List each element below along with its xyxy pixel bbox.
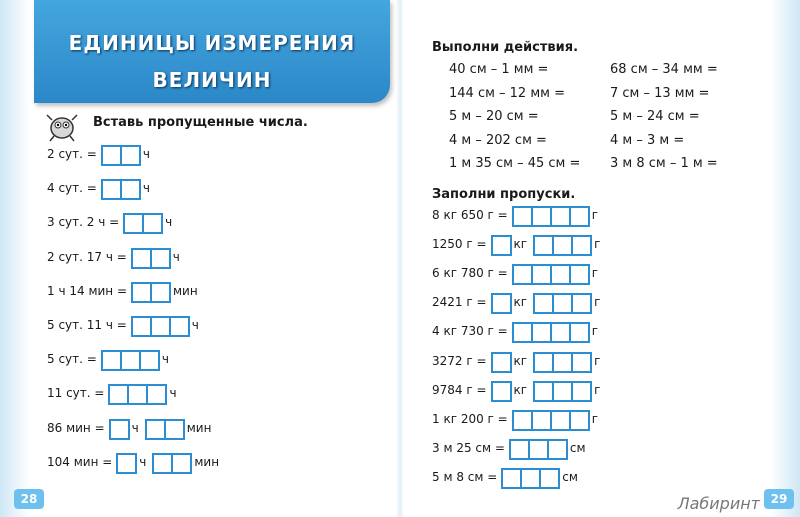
answer-box[interactable]	[123, 213, 163, 234]
mascot-icon	[44, 110, 80, 142]
left-row-unit: ч	[191, 318, 199, 332]
right-row-label: 4 кг 730 г =	[432, 324, 508, 339]
cell-divider	[531, 266, 533, 283]
cell-divider	[550, 266, 552, 283]
answer-box[interactable]	[512, 206, 590, 227]
task1-expression: 4 м – 3 м =	[610, 132, 685, 148]
cell-divider	[552, 237, 554, 254]
cell-divider	[127, 386, 129, 403]
answer-box[interactable]	[509, 439, 568, 460]
answer-box[interactable]	[512, 410, 590, 431]
answer-box[interactable]	[491, 352, 512, 373]
answer-box[interactable]	[533, 293, 592, 314]
answer-box[interactable]	[491, 235, 512, 256]
cell-divider	[550, 324, 552, 341]
answer-box[interactable]	[533, 381, 592, 402]
right-row-unit: см	[562, 469, 578, 484]
right-row-unit: кг	[513, 237, 528, 252]
answer-box[interactable]	[533, 235, 592, 256]
task1-expression: 3 м 8 см – 1 м =	[610, 156, 718, 171]
right-row-unit: г	[594, 353, 601, 368]
right-row-unit: кг	[513, 295, 528, 310]
cell-divider	[550, 208, 552, 225]
cell-divider	[571, 383, 573, 400]
right-row-unit: см	[569, 440, 586, 455]
left-row-label: 5 сут. 11 ч =	[47, 318, 127, 332]
left-row-label: 11 сут. =	[47, 386, 105, 401]
cell-divider	[150, 318, 152, 335]
cell-divider	[520, 470, 522, 487]
left-row-unit: ч	[131, 420, 139, 435]
left-row-label: 5 сут. =	[47, 352, 97, 367]
cell-divider	[120, 181, 122, 198]
cell-divider	[552, 295, 554, 312]
right-row-unit: кг	[513, 353, 528, 368]
cell-divider	[120, 352, 122, 369]
right-row-unit: г	[594, 382, 601, 397]
right-row-label: 5 м 8 см =	[432, 469, 498, 484]
book-spine	[396, 0, 404, 517]
right-row-label: 1250 г =	[432, 237, 487, 252]
task1-expression: 5 м – 20 см =	[449, 109, 539, 124]
cell-divider	[569, 324, 571, 341]
left-row-unit: мин	[194, 454, 220, 469]
right-row-label: 6 кг 780 г =	[432, 266, 508, 281]
left-row-unit: ч	[169, 386, 177, 401]
right-row-label: 8 кг 650 г =	[432, 208, 508, 222]
cell-divider	[547, 441, 549, 458]
answer-box[interactable]	[131, 248, 171, 269]
cell-divider	[171, 455, 173, 472]
left-row-unit: ч	[172, 249, 180, 264]
cell-divider	[150, 250, 152, 267]
cell-divider	[552, 354, 554, 371]
left-row-unit: мин	[186, 420, 212, 435]
answer-box[interactable]	[491, 293, 512, 314]
answer-box[interactable]	[101, 350, 160, 371]
left-row-unit: ч	[165, 215, 173, 230]
answer-box[interactable]	[101, 179, 141, 200]
left-task-title: Вставь пропущенные числа.	[93, 115, 308, 130]
left-row-label: 86 мин =	[47, 420, 105, 435]
cell-divider	[164, 421, 166, 438]
right-row-label: 3 м 25 см =	[432, 440, 505, 455]
right-row-unit: кг	[513, 382, 528, 397]
answer-box[interactable]	[116, 453, 137, 474]
cell-divider	[571, 354, 573, 371]
left-row-unit: мин	[173, 283, 198, 298]
right-row-unit: г	[591, 208, 599, 222]
chapter-banner	[34, 0, 390, 103]
right-row-unit: г	[594, 295, 601, 310]
page-number-left: 28	[14, 489, 44, 509]
answer-box[interactable]	[131, 282, 171, 303]
left-row-label: 4 сут. =	[47, 181, 97, 196]
task1-expression: 5 м – 24 см =	[610, 109, 700, 124]
banner-title-line1: ЕДИНИЦЫ ИЗМЕРЕНИЯ	[68, 31, 356, 55]
task1-expression: 7 см – 13 мм =	[610, 85, 710, 101]
answer-box[interactable]	[101, 145, 141, 166]
right-row-unit: г	[594, 237, 601, 252]
right-row-unit: г	[591, 324, 599, 339]
right-row-unit: г	[591, 411, 599, 426]
cell-divider	[569, 266, 571, 283]
answer-box[interactable]	[512, 264, 590, 285]
left-row-label: 2 сут. 17 ч =	[47, 249, 127, 264]
cell-divider	[139, 352, 141, 369]
right-row-label: 3272 г =	[432, 353, 487, 368]
cell-divider	[539, 470, 541, 487]
left-row-unit: ч	[142, 181, 150, 196]
task1-expression: 40 см – 1 мм =	[449, 62, 549, 77]
task1-title: Выполни действия.	[432, 40, 579, 55]
answer-box[interactable]	[501, 468, 560, 489]
right-page	[400, 0, 800, 517]
answer-box[interactable]	[491, 381, 512, 402]
cell-divider	[550, 412, 552, 429]
right-row-unit: г	[591, 266, 599, 281]
task1-expression: 4 м – 202 см =	[449, 132, 547, 148]
answer-box[interactable]	[109, 419, 130, 440]
cell-divider	[146, 386, 148, 403]
cell-divider	[120, 147, 122, 164]
answer-box[interactable]	[108, 384, 167, 405]
left-row-label: 1 ч 14 мин =	[47, 283, 128, 298]
task1-expression: 68 см – 34 мм =	[610, 62, 718, 77]
right-row-label: 1 кг 200 г =	[432, 411, 508, 426]
task1-expression: 144 см – 12 мм =	[449, 85, 565, 101]
watermark-logo: Лабиринт	[677, 494, 760, 513]
page-number-right: 29	[764, 489, 794, 509]
left-row-unit: ч	[139, 454, 147, 469]
cell-divider	[528, 441, 530, 458]
cell-divider	[569, 208, 571, 225]
banner-title-line2: ВЕЛИЧИН	[152, 68, 272, 92]
answer-box[interactable]	[152, 453, 192, 474]
left-row-unit: ч	[142, 147, 150, 161]
right-row-label: 9784 г =	[432, 382, 487, 397]
cell-divider	[531, 324, 533, 341]
left-row-label: 104 мин =	[47, 454, 113, 469]
task1-expression: 1 м 35 см – 45 см =	[449, 156, 581, 171]
answer-box[interactable]	[145, 419, 185, 440]
right-row-label: 2421 г =	[432, 295, 487, 310]
left-row-label: 2 сут. =	[47, 147, 97, 161]
answer-box[interactable]	[512, 322, 590, 343]
cell-divider	[531, 208, 533, 225]
left-row-unit: ч	[161, 352, 169, 367]
answer-box[interactable]	[131, 316, 190, 337]
cell-divider	[531, 412, 533, 429]
cell-divider	[571, 237, 573, 254]
cell-divider	[569, 412, 571, 429]
cell-divider	[552, 383, 554, 400]
left-row-label: 3 сут. 2 ч =	[47, 215, 120, 230]
answer-box[interactable]	[533, 352, 592, 373]
task2-title: Заполни пропуски.	[432, 187, 576, 202]
cell-divider	[571, 295, 573, 312]
cell-divider	[169, 318, 171, 335]
cell-divider	[150, 284, 152, 301]
cell-divider	[142, 215, 144, 232]
